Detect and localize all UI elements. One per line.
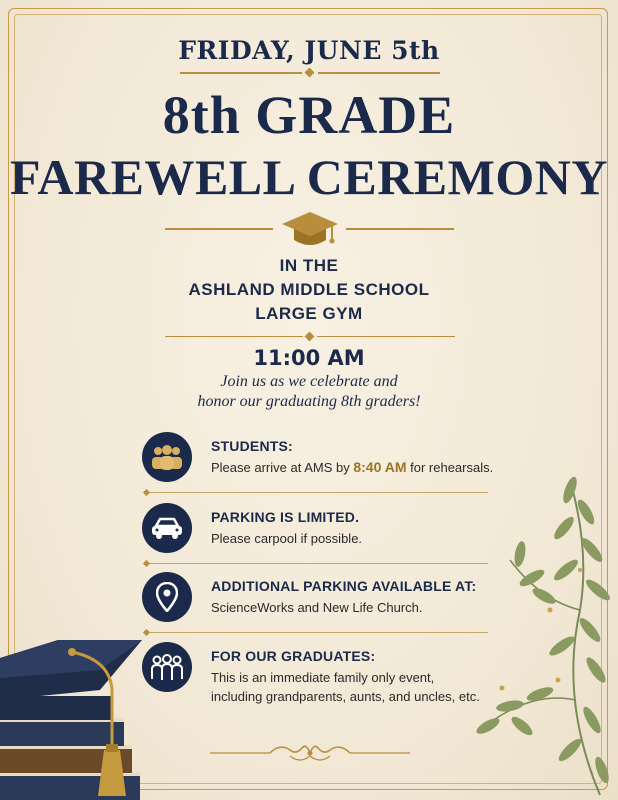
location-line-2: ASHLAND MIDDLE SCHOOL — [188, 280, 430, 299]
divider-line — [165, 228, 273, 230]
books-and-cap-illustration — [0, 600, 160, 800]
detail-text-part: for rehearsals. — [406, 460, 494, 475]
flourish-ornament — [210, 738, 410, 768]
people-group-icon — [142, 432, 192, 482]
detail-text-line-1: This is an immediate family only event, — [211, 670, 435, 685]
divider-line — [317, 336, 455, 337]
location-line-1: IN THE — [279, 256, 339, 275]
detail-title: FOR OUR GRADUATES: — [211, 648, 376, 664]
invite-line-2: honor our graduating 8th graders! — [197, 393, 421, 410]
olive-branch-illustration — [440, 450, 618, 800]
detail-title: STUDENTS: — [211, 438, 293, 454]
title-line-1: 8th GRADE — [162, 85, 456, 145]
event-time: 11:00 AM — [253, 346, 365, 370]
detail-text: ScienceWorks and New Life Church. — [211, 600, 423, 615]
item-divider — [148, 632, 488, 633]
divider-line — [180, 72, 302, 74]
detail-text-line-2: including grandparents, aunts, and uncles, etc. — [211, 689, 480, 704]
title-line-2: FAREWELL CEREMONY — [10, 149, 608, 205]
graduation-cap-icon — [280, 208, 340, 250]
car-icon — [142, 503, 192, 553]
arrival-time: 8:40 AM — [353, 459, 407, 475]
divider-line — [318, 72, 440, 74]
detail-title: PARKING IS LIMITED. — [211, 509, 360, 525]
item-divider — [148, 563, 488, 564]
item-divider — [148, 492, 488, 493]
divider-line — [165, 336, 303, 337]
divider-line — [346, 228, 454, 230]
location-line-3: LARGE GYM — [255, 304, 363, 323]
detail-text: Please carpool if possible. — [211, 531, 363, 546]
detail-title: ADDITIONAL PARKING AVAILABLE AT: — [211, 578, 477, 594]
invite-line-1: Join us as we celebrate and — [220, 373, 398, 390]
event-date: FRIDAY, JUNE 5th — [178, 36, 440, 65]
detail-text-part: Please arrive at AMS by — [211, 460, 354, 475]
